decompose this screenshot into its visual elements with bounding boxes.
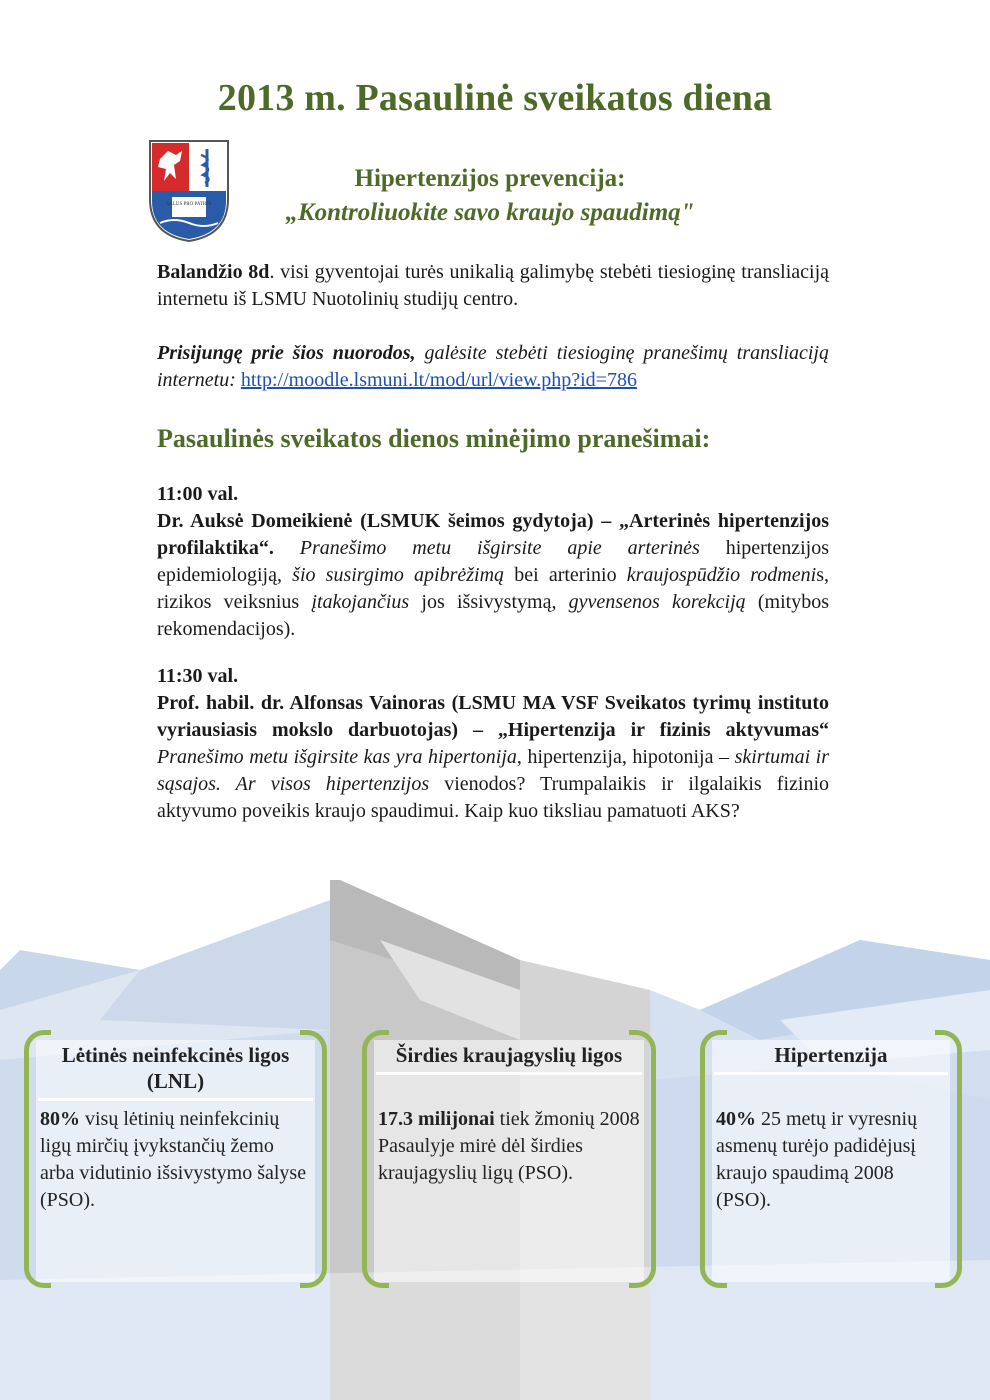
card-divider [38,1098,313,1101]
subtitle-line1: Hipertenzijos prevencija: [354,165,626,192]
talk-desc: įtakojančius [311,591,410,613]
talk-desc: kraujospūdžio rodmeni [626,564,817,586]
stream-link[interactable]: http://moodle.lsmuni.lt/mod/url/view.php?id=786 [240,369,637,391]
talk-desc: gyvensenos korekciją [556,591,746,613]
info-card-lnl [24,1030,327,1288]
talk-block-2 [157,663,829,825]
card-heading: Lėtinės neinfekcinės ligos (LNL) [61,1043,290,1093]
intro-paragraph [157,259,829,313]
talk-desc: skirtumai ir sąsajos. Ar visos hipertenzijos [157,746,829,795]
section-heading: Pasaulinės sveikatos dienos minėjimo pranešimai: [157,424,711,453]
talk-desc: (mitybos rekomendacijos). [157,591,829,640]
talk-speaker: Dr. Auksė Domeikienė (LSMUK šeimos gydytoja) – „Arterinės hipertenzijos profilaktika“. [157,510,829,559]
card-divider [714,1072,948,1075]
info-card-hypertension [700,1030,962,1288]
talk-desc: s, rizikos veiksnius [157,564,829,613]
card-divider [376,1072,642,1075]
university-shield-logo [146,137,232,243]
card-heading: Hipertenzija [774,1043,888,1067]
talk-block-1 [157,481,829,643]
card-stat: 80% [40,1108,80,1130]
link-lead: Prisijungę prie šios nuorodos, [157,342,416,364]
card-body [716,1106,946,1214]
card-stat: 17.3 milijonai [378,1108,495,1130]
link-text: galėsite stebėti tiesioginę pranešimų transliaciją internetu: [157,342,829,391]
subtitle-line2: „Kontroliuokite savo kraujo spaudimą" [285,199,695,226]
talk-desc: Pranešimo metu išgirsite kas yra hipertonija, [157,746,522,768]
talk-desc: Pranešimo metu išgirsite apie arterinės [273,537,700,559]
talk-time: 11:00 val. [157,483,239,505]
talk-desc: hipertenzijos epidemiologiją, [157,537,829,586]
intro-text: . visi gyventojai turės unikalią galimybę stebėti tiesioginę transliaciją internetu iš LSMU Nuotolinių studijų centro. [157,261,830,310]
info-card-cardiovascular [362,1030,656,1288]
card-body [378,1106,640,1187]
card-heading: Širdies kraujagyslių ligos [395,1043,623,1067]
card-text: visų lėtinių neinfekcinių ligų mirčių įvykstančių žemo arba vidutinio išsivystymo šalyse (PSO). [40,1108,307,1211]
talk-time: 11:30 val. [157,665,239,687]
page-title: 2013 m. Pasaulinė sveikatos diena [217,77,773,119]
logo-motto-text: SALUS PRO PATRIA [166,202,212,207]
talk-desc: jos išsivystymą, [409,591,557,613]
card-text: 25 metų ir vyresnių asmenų turėjo padidėjusį kraujo spaudimą 2008 (PSO). [716,1108,918,1211]
talk-desc: šio susirgimo apibrėžimą [281,564,505,586]
intro-date: Balandžio 8d [157,261,270,283]
talk-speaker: Prof. habil. dr. Alfonsas Vainoras (LSMU MA VSF Sveikatos tyrimų instituto vyriausiasis mokslo darbuotojas) – „Hipertenzija ir fizinis aktyvumas“ [157,692,829,741]
card-stat: 40% [716,1108,756,1130]
talk-desc: hipertenzija, hipotonija – [521,746,735,768]
link-paragraph [157,340,829,394]
talk-desc: vienodos? Trumpalaikis ir ilgalaikis fizinio aktyvumo poveikis kraujo spaudimui. Kaip kuo tiksliau pamatuoti AKS? [157,773,829,822]
talk-desc: bei arterinio [504,564,627,586]
card-text: tiek žmonių 2008 Pasaulyje mirė dėl širdies kraujagyslių ligų (PSO). [378,1108,640,1184]
subtitle [240,162,740,230]
card-body [40,1106,311,1214]
